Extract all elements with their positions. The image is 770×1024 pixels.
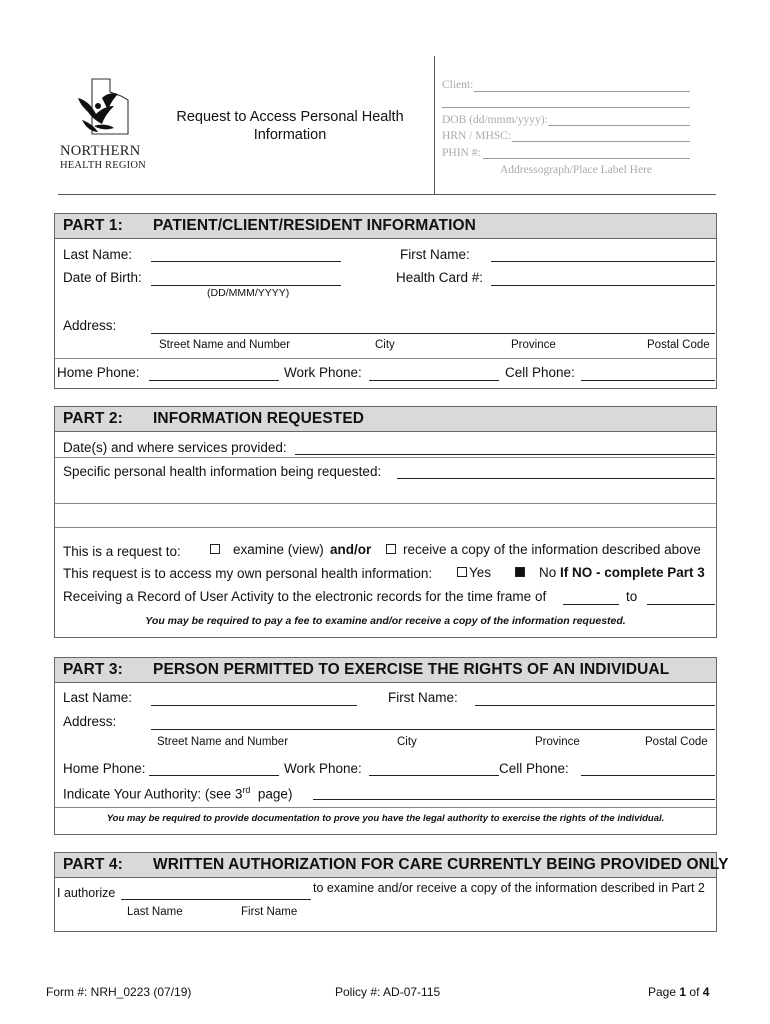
p3-address-field[interactable] [151, 729, 715, 730]
p1-cell-phone-label: Cell Phone: [505, 365, 575, 380]
p2-row-divider-3 [55, 527, 716, 528]
p3-street-caption: Street Name and Number [157, 736, 289, 748]
p2-own-info-label: This request is to access my own personal health information: [63, 566, 433, 581]
p3-first-name-label: First Name: [388, 690, 458, 705]
p2-fee-note: You may be required to pay a fee to examine and/or receive a copy of the information requested. [145, 615, 626, 627]
p1-home-phone-label: Home Phone: [57, 365, 140, 380]
form-title [165, 108, 415, 144]
p3-home-phone-field[interactable] [149, 775, 279, 776]
p2-yes-checkbox[interactable] [457, 567, 467, 577]
p1-health-card-label: Health Card #: [396, 270, 484, 285]
p3-doc-note: You may be required to provide documentation to prove you have the legal authority to exercise the rights of the individual. [106, 813, 665, 824]
p1-last-name-field[interactable] [151, 261, 341, 262]
form-title-line2: Information [253, 127, 327, 143]
part2-header [55, 407, 716, 432]
part1-section [54, 213, 717, 389]
p1-work-phone-field[interactable] [369, 380, 499, 381]
p2-row-divider-1 [55, 457, 716, 458]
p3-cell-phone-label: Cell Phone: [499, 761, 569, 776]
phin-label: PHIN #: [442, 147, 481, 159]
p3-postal-caption: Postal Code [645, 736, 708, 748]
p1-street-caption: Street Name and Number [159, 339, 291, 351]
p3-city-caption: City [397, 736, 417, 748]
p1-province-caption: Province [511, 339, 556, 351]
phin-line[interactable] [483, 158, 690, 159]
p2-no-checkbox[interactable] [515, 567, 525, 577]
p4-i-authorize-label: I authorize [57, 886, 116, 900]
p1-postal-caption: Postal Code [647, 339, 710, 351]
footer-form-number: Form #: NRH_0223 (07/19) [46, 985, 192, 999]
footer-page-total: 4 [702, 985, 710, 999]
dob-line[interactable] [548, 125, 690, 126]
org-name-line2: HEALTH REGION [60, 160, 146, 171]
form-title-line1: Request to Access Personal Health [176, 109, 404, 125]
p2-yes-label: Yes [469, 565, 492, 580]
part4-header [55, 853, 729, 878]
p1-health-card-field[interactable] [491, 285, 715, 286]
manitoba-bird-emblem-icon [58, 76, 158, 150]
p2-receive-checkbox[interactable] [386, 544, 396, 554]
footer-page-word: Page [648, 985, 677, 999]
p1-work-phone-label: Work Phone: [284, 365, 362, 380]
p1-dob-field[interactable] [151, 285, 341, 286]
p2-dates-field[interactable] [295, 454, 715, 455]
p2-request-to-label: This is a request to: [63, 544, 181, 559]
client-line-2[interactable] [442, 107, 690, 108]
p2-row-divider-2 [55, 503, 716, 504]
dob-label: DOB (dd/mmm/yyyy): [442, 114, 548, 126]
client-line[interactable] [474, 91, 690, 92]
p3-authority-sup: rd [242, 785, 251, 795]
p2-receive-label: receive a copy of the information described above [403, 542, 701, 557]
header-bottom-rule [58, 194, 716, 195]
part4-section [54, 852, 729, 932]
p3-last-name-label: Last Name: [63, 690, 133, 705]
p1-dob-label: Date of Birth: [63, 270, 142, 285]
part3-header [55, 658, 716, 683]
footer-page-current: 1 [679, 985, 687, 999]
part4-number: PART 4: [63, 856, 123, 873]
p3-cell-phone-field[interactable] [581, 775, 715, 776]
p2-examine-label: examine (view) [233, 542, 324, 557]
p3-first-name-field[interactable] [475, 705, 715, 706]
part2-section [54, 406, 717, 638]
p3-work-phone-label: Work Phone: [284, 761, 362, 776]
footer-page-of: of [689, 985, 700, 999]
p4-first-name-caption: First Name [241, 906, 298, 918]
northern-health-logo [58, 76, 158, 176]
p2-examine-checkbox[interactable] [210, 544, 220, 554]
p3-row-divider [55, 807, 716, 808]
part3-title: PERSON PERMITTED TO EXERCISE THE RIGHTS OF AN INDIVIDUAL [153, 661, 670, 678]
part1-header [55, 214, 716, 239]
p2-record-activity-label: Receiving a Record of User Activity to the electronic records for the time frame of [63, 589, 547, 604]
part3-section [54, 657, 717, 835]
footer-page-number [648, 985, 709, 999]
client-label: Client: [442, 79, 474, 91]
p3-province-caption: Province [535, 736, 580, 748]
p2-and-or-label: and/or [330, 542, 372, 557]
addressograph-label: Addressograph/Place Label Here [500, 164, 652, 176]
p1-address-field[interactable] [151, 333, 715, 334]
p4-last-name-caption: Last Name [127, 906, 183, 918]
part2-number: PART 2: [63, 410, 123, 427]
p1-first-name-label: First Name: [400, 247, 470, 262]
footer-policy-number: Policy #: AD-07-115 [335, 985, 441, 999]
part2-title: INFORMATION REQUESTED [153, 410, 365, 427]
p1-dob-format-hint: (DD/MMM/YYYY) [207, 287, 290, 299]
p3-work-phone-field[interactable] [369, 775, 499, 776]
p4-to-examine-label: to examine and/or receive a copy of the information described in Part 2 [313, 881, 705, 895]
p3-address-label: Address: [63, 714, 117, 729]
header-vertical-divider [434, 56, 435, 194]
p2-no-label: No [539, 565, 557, 580]
p1-city-caption: City [375, 339, 395, 351]
part4-title: WRITTEN AUTHORIZATION FOR CARE CURRENTLY BEING PROVIDED ONLY [153, 856, 729, 873]
p4-authorized-name-field[interactable] [121, 899, 311, 900]
p1-first-name-field[interactable] [491, 261, 715, 262]
p2-specific-label: Specific personal health information being requested: [63, 464, 382, 479]
p3-home-phone-label: Home Phone: [63, 761, 146, 776]
p1-row-divider [55, 358, 716, 359]
part1-title: PATIENT/CLIENT/RESIDENT INFORMATION [153, 217, 476, 234]
hrn-label: HRN / MHSC: [442, 130, 512, 142]
p1-home-phone-field[interactable] [149, 380, 279, 381]
part1-number: PART 1: [63, 217, 123, 234]
org-name-line1: NORTHERN [60, 143, 141, 159]
part3-number: PART 3: [63, 661, 123, 678]
p2-specific-field[interactable] [397, 478, 715, 479]
p1-address-label: Address: [63, 318, 117, 333]
p1-last-name-label: Last Name: [63, 247, 133, 262]
p2-time-from-field[interactable] [563, 604, 619, 605]
p3-authority-label [63, 785, 292, 802]
p2-to-label: to [626, 589, 638, 604]
p3-authority-end: page) [257, 786, 293, 802]
hrn-line[interactable] [512, 141, 690, 142]
p2-if-no-instruction: If NO - complete Part 3 [560, 565, 705, 580]
p2-dates-label: Date(s) and where services provided: [63, 440, 287, 455]
p1-cell-phone-field[interactable] [581, 380, 715, 381]
p3-authority-text: Indicate Your Authority: (see 3 [63, 786, 243, 802]
p3-last-name-field[interactable] [151, 705, 357, 706]
p2-time-to-field[interactable] [647, 604, 715, 605]
p3-authority-field[interactable] [313, 799, 715, 800]
